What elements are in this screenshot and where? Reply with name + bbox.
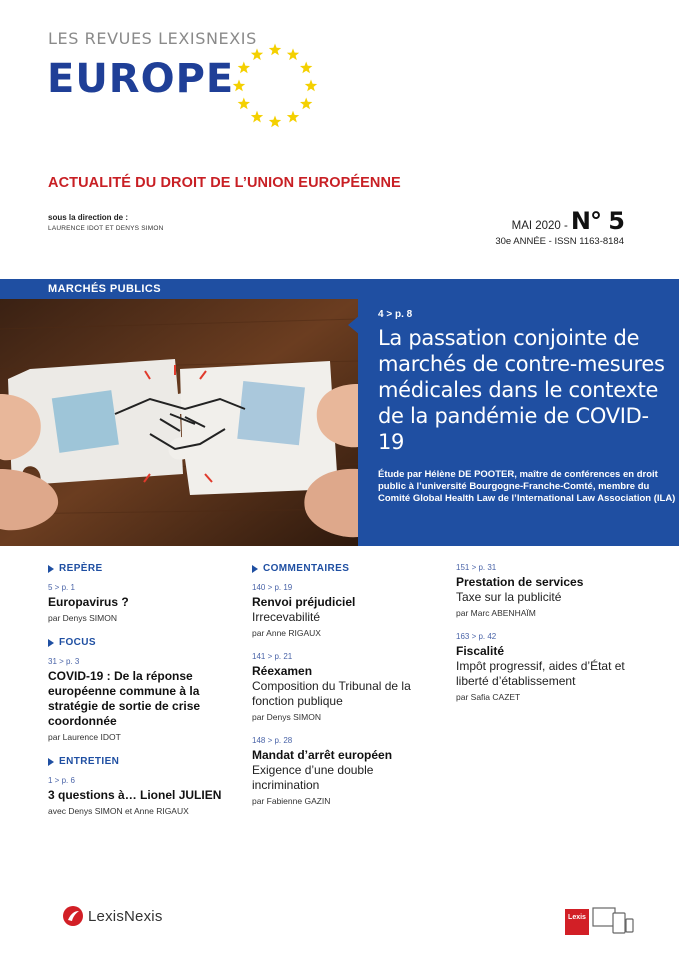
- triangle-icon: [48, 758, 54, 766]
- item-title: Renvoi préjudiciel: [252, 595, 356, 609]
- triangle-icon: [48, 639, 54, 647]
- feature-ref: 4 > p. 8: [378, 309, 413, 320]
- item-desc: Composition du Tribunal de la fonction publique: [252, 679, 411, 708]
- section-label: COMMENTAIRES: [252, 563, 442, 574]
- item-title: Mandat d’arrêt européen: [252, 748, 393, 762]
- section-repere: [48, 563, 238, 623]
- star-icon: [233, 80, 245, 92]
- item-ref: 163 > p. 42: [456, 632, 497, 641]
- list-item[interactable]: [456, 632, 646, 702]
- item-author: avec Denys SIMON et Anne RIGAUX: [48, 806, 189, 816]
- star-icon: [269, 44, 281, 56]
- section-label: ENTRETIEN: [48, 756, 238, 767]
- direction-names: LAURENCE IDOT ET DENYS SIMON: [48, 225, 164, 232]
- feature-section-label: MARCHÉS PUBLICS: [48, 283, 161, 295]
- publisher-logo: [62, 905, 163, 927]
- list-item[interactable]: [48, 583, 238, 623]
- item-ref: 148 > p. 28: [252, 736, 293, 745]
- item-title: Prestation de services: [456, 575, 584, 589]
- item-author: par Anne RIGAUX: [252, 628, 321, 638]
- star-icon: [287, 111, 299, 123]
- item-ref: 140 > p. 19: [252, 583, 293, 592]
- eu-stars-icon: [232, 43, 318, 129]
- triangle-icon: [48, 565, 54, 573]
- section-entretien: [48, 756, 238, 816]
- list-item[interactable]: [252, 652, 442, 722]
- series-label: LES REVUES LEXISNEXIS: [48, 29, 257, 48]
- journal-title: EUROPE: [47, 56, 235, 102]
- puzzle-handshake-photo: [0, 299, 358, 546]
- star-icon: [238, 62, 250, 74]
- item-author: par Denys SIMON: [48, 613, 117, 623]
- item-author: par Denys SIMON: [252, 712, 321, 722]
- item-ref: 5 > p. 1: [48, 583, 75, 592]
- issue-date: MAI 2020 -: [511, 220, 568, 232]
- devices-icon: [592, 905, 634, 935]
- list-item[interactable]: [48, 776, 238, 816]
- feature-title[interactable]: La passation conjointe de marchés de contre-mesures médicales dans le contexte de la pandémie de COVID-19: [378, 326, 665, 454]
- column-2: [252, 563, 442, 820]
- item-author: par Fabienne GAZIN: [252, 796, 331, 806]
- lexisnexis-icon: [62, 905, 84, 927]
- star-icon: [251, 111, 263, 123]
- item-ref: 1 > p. 6: [48, 776, 75, 785]
- section-label: REPÈRE: [48, 563, 238, 574]
- item-desc: Exigence d’une double incrimination: [252, 763, 374, 792]
- issue-info: [495, 207, 624, 247]
- list-item[interactable]: [456, 563, 646, 618]
- item-desc: Taxe sur la publicité: [456, 590, 562, 604]
- list-item[interactable]: [252, 583, 442, 638]
- journal-subtitle: ACTUALITÉ DU DROIT DE L’UNION EUROPÉENNE: [48, 175, 401, 191]
- star-icon: [269, 116, 281, 128]
- item-title: Europavirus ?: [48, 595, 129, 609]
- item-ref: 141 > p. 21: [252, 652, 293, 661]
- feature-author: Étude par Hélène DE POOTER, maître de conférences en droit public à l’université Bourgogne-Franche-Comté, membre du Comité Global Health Law de l’International Law Association (ILA): [378, 469, 676, 504]
- publisher-name: LexisNexis: [88, 907, 163, 925]
- lexis-badge: Lexis: [565, 909, 589, 935]
- item-desc: Irrecevabilité: [252, 610, 321, 624]
- list-item[interactable]: [252, 736, 442, 806]
- digital-devices: [565, 903, 635, 935]
- feature-pointer: [348, 315, 360, 335]
- list-item[interactable]: [48, 657, 238, 742]
- star-icon: [300, 62, 312, 74]
- item-author: par Marc ABENHAÏM: [456, 608, 536, 618]
- star-icon: [305, 80, 317, 92]
- editorial-direction: [48, 213, 164, 232]
- item-ref: 151 > p. 31: [456, 563, 497, 572]
- item-desc: Impôt progressif, aides d’État et liberté d’établissement: [456, 659, 625, 688]
- feature-block[interactable]: [0, 279, 679, 546]
- column-3: [456, 563, 646, 716]
- issue-meta: 30e ANNÉE - ISSN 1163-8184: [495, 236, 624, 247]
- item-title: 3 questions à… Lionel JULIEN: [48, 788, 222, 802]
- star-icon: [238, 98, 250, 110]
- triangle-icon: [252, 565, 258, 573]
- direction-label: sous la direction de :: [48, 213, 129, 222]
- column-1: [48, 563, 238, 830]
- feature-section-header: [0, 279, 358, 299]
- item-title: Fiscalité: [456, 644, 505, 658]
- star-icon: [287, 48, 299, 60]
- section-focus: [48, 637, 238, 742]
- section-label: FOCUS: [48, 637, 238, 648]
- item-author: par Safia CAZET: [456, 692, 521, 702]
- star-icon: [300, 98, 312, 110]
- item-author: par Laurence IDOT: [48, 732, 121, 742]
- star-icon: [251, 48, 263, 60]
- item-title: COVID-19 : De la réponse européenne commune à la stratégie de sortie de crise coordonnée: [48, 669, 201, 728]
- item-title: Réexamen: [252, 664, 313, 678]
- item-ref: 31 > p. 3: [48, 657, 80, 666]
- issue-number: N° 5: [570, 207, 624, 235]
